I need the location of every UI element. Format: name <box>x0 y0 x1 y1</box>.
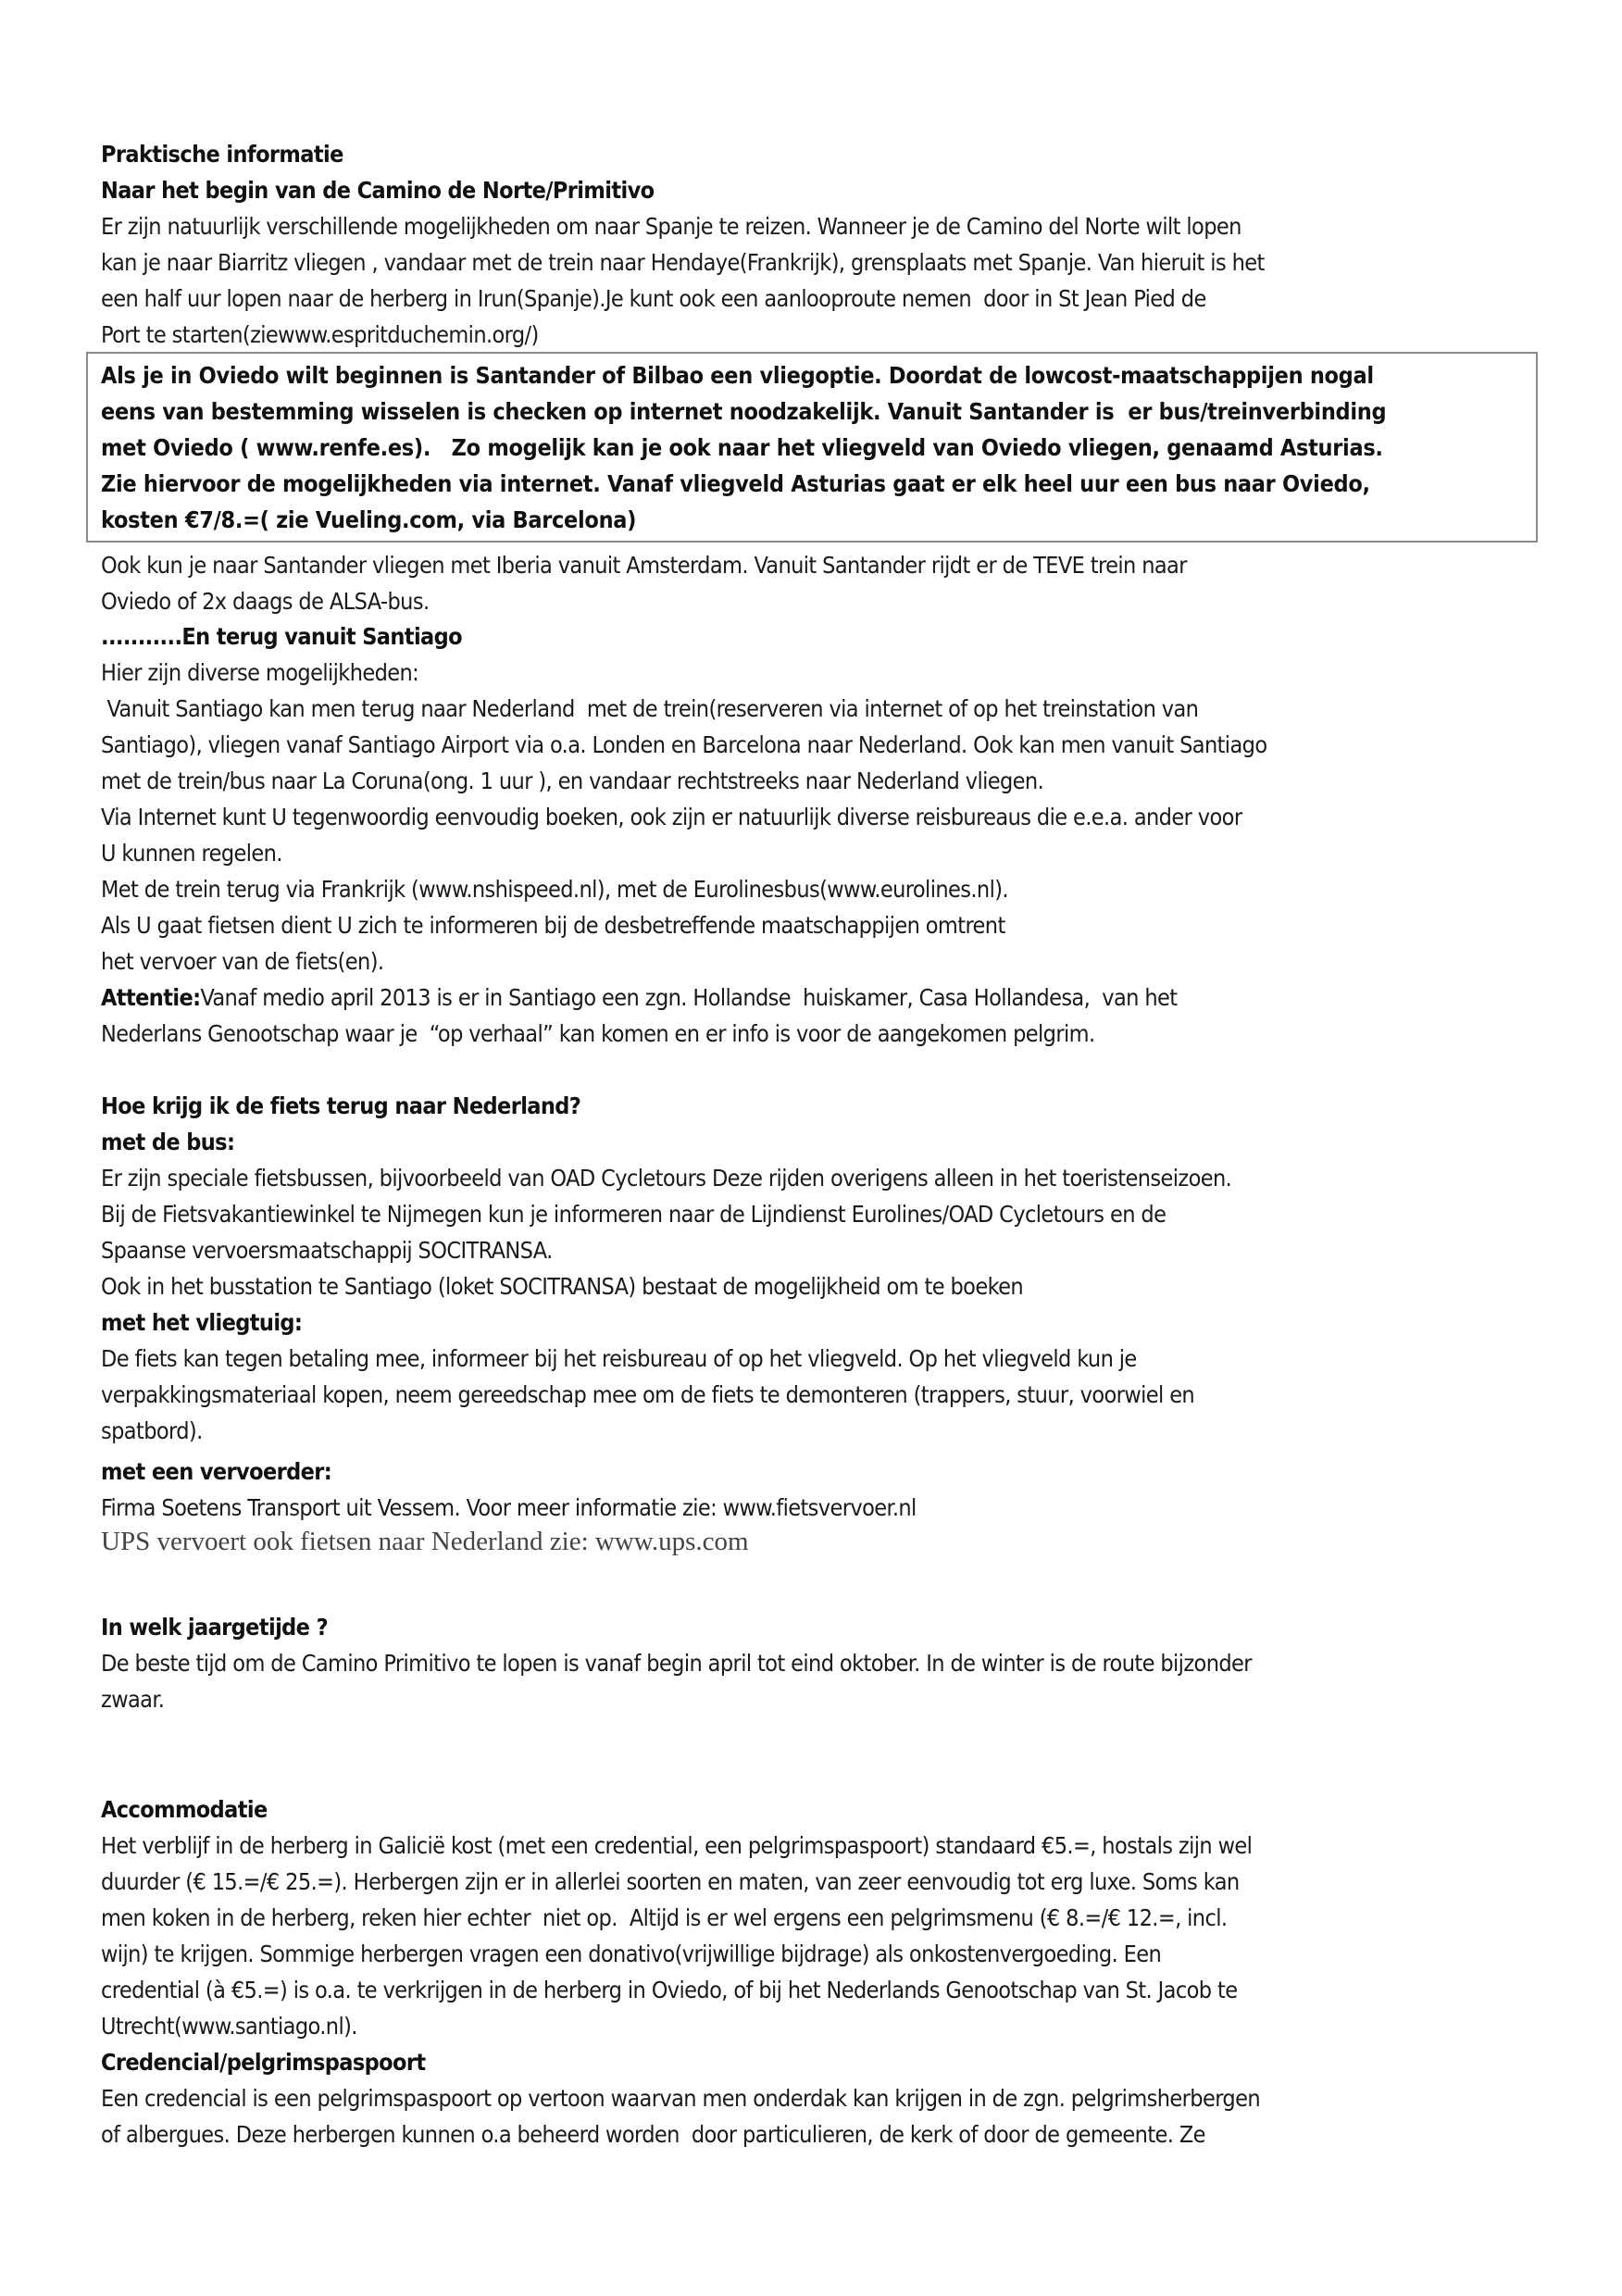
paragraph-line: Vanuit Santiago kan men terug naar Nederland met de trein(reserveren via internet of op het treinstation van <box>101 695 1199 722</box>
heading-credencial: Credencial/pelgrimspaspoort <box>101 2049 426 2076</box>
paragraph-line: Port te starten(ziewww.espritduchemin.org/) <box>101 321 539 348</box>
subheading-met-een-vervoerder: met een vervoerder: <box>101 1458 332 1485</box>
paragraph-line: zwaar. <box>101 1686 165 1713</box>
paragraph-line: Een credencial is een pelgrimspaspoort op vertoon waarvan men onderdak kan krijgen in de zgn. pelgrimsherbergen <box>101 2085 1261 2112</box>
paragraph-line: Hier zijn diverse mogelijkheden: <box>101 659 419 686</box>
paragraph-line: Ook kun je naar Santander vliegen met Iberia vanuit Amsterdam. Vanuit Santander rijdt er de TEVE trein naar <box>101 552 1187 579</box>
attention-label: Attentie: <box>101 984 201 1011</box>
paragraph-line: men koken in de herberg, reken hier echter niet op. Altijd is er wel ergens een pelgrimsmenu (€ 8.=/€ 12.=, incl. <box>101 1904 1228 1931</box>
paragraph-line: Bij de Fietsvakantiewinkel te Nijmegen kun je informeren naar de Lijndienst Eurolines/OAD Cycletours en de <box>101 1201 1167 1228</box>
paragraph-line: Santiago), vliegen vanaf Santiago Airport via o.a. Londen en Barcelona naar Nederland. Ook kan men vanuit Santiago <box>101 731 1267 758</box>
paragraph-line: Met de trein terug via Frankrijk (www.nshispeed.nl), met de Eurolinesbus(www.eurolines.nl). <box>101 876 1008 903</box>
attention-line <box>101 982 1177 1014</box>
paragraph-line: De beste tijd om de Camino Primitivo te lopen is vanaf begin april tot eind oktober. In de winter is de route bijzonder <box>101 1650 1252 1677</box>
paragraph-line: een half uur lopen naar de herberg in Irun(Spanje).Je kunt ook een aanlooproute nemen door in St Jean Pied de <box>101 285 1206 312</box>
heading-praktische-informatie: Praktische informatie <box>101 141 343 168</box>
paragraph-line: het vervoer van de fiets(en). <box>101 948 384 975</box>
paragraph-line: Nederlans Genootschap waar je “op verhaal” kan komen en er info is voor de aangekomen pelgrim. <box>101 1020 1095 1047</box>
heading-jaargetijde: In welk jaargetijde ? <box>101 1614 329 1641</box>
paragraph-line: Ook in het busstation te Santiago (loket SOCITRANSA) bestaat de mogelijkheid om te boeken <box>101 1273 1024 1300</box>
paragraph-line: Als U gaat fietsen dient U zich te informeren bij de desbetreffende maatschappijen omtrent <box>101 912 1005 939</box>
paragraph-line: Oviedo of 2x daags de ALSA-bus. <box>101 588 430 615</box>
attention-text: Vanaf medio april 2013 is er in Santiago een zgn. Hollandse huiskamer, Casa Hollandesa, van het <box>200 984 1178 1011</box>
subheading-camino-start: Naar het begin van de Camino de Norte/Primitivo <box>101 177 655 204</box>
boxed-line: eens van bestemming wisselen is checken op internet noodzakelijk. Vanuit Santander is er bus/treinverbinding <box>101 398 1387 425</box>
paragraph-line: Firma Soetens Transport uit Vessem. Voor meer informatie zie: www.fietsvervoer.nl <box>101 1494 917 1521</box>
paragraph-line: verpakkingsmateriaal kopen, neem gereedschap mee om de fiets te demonteren (trappers, stuur, voorwiel en <box>101 1381 1195 1408</box>
heading-accommodatie: Accommodatie <box>101 1796 268 1823</box>
paragraph-line: De fiets kan tegen betaling mee, informeer bij het reisbureau of op het vliegveld. Op het vliegveld kun je <box>101 1345 1137 1372</box>
boxed-line: Zie hiervoor de mogelijkheden via internet. Vanaf vliegveld Asturias gaat er elk heel uur een bus naar Oviedo, <box>101 470 1370 497</box>
boxed-line: kosten €7/8.=( zie Vueling.com, via Barcelona) <box>101 506 637 533</box>
paragraph-line: U kunnen regelen. <box>101 840 282 867</box>
paragraph-line: spatbord). <box>101 1417 203 1444</box>
subheading-met-het-vliegtuig: met het vliegtuig: <box>101 1309 303 1336</box>
paragraph-line: Via Internet kunt U tegenwoordig eenvoudig boeken, ook zijn er natuurlijk diverse reisbureaus die e.e.a. ander voor <box>101 804 1242 830</box>
paragraph-line: Utrecht(www.santiago.nl). <box>101 2013 357 2040</box>
paragraph-line: Er zijn natuurlijk verschillende mogelijkheden om naar Spanje te reizen. Wanneer je de Camino del Norte wilt lopen <box>101 213 1241 240</box>
boxed-line: Als je in Oviedo wilt beginnen is Santander of Bilbao een vliegoptie. Doordat de lowcost-maatschappijen nogal <box>101 362 1374 389</box>
paragraph-line: Het verblijf in de herberg in Galicië kost (met een credential, een pelgrimspaspoort) standaard €5.=, hostals zijn wel <box>101 1832 1253 1859</box>
paragraph-line: met de trein/bus naar La Coruna(ong. 1 uur ), en vandaar rechtstreeks naar Nederland vliegen. <box>101 767 1044 794</box>
heading-fiets-terug: Hoe krijg ik de fiets terug naar Nederland? <box>101 1092 581 1119</box>
ups-line: UPS vervoert ook fietsen naar Nederland zie: www.ups.com <box>101 1527 749 1556</box>
paragraph-line: Er zijn speciale fietsbussen, bijvoorbeeld van OAD Cycletours Deze rijden overigens alleen in het toeristenseizoen. <box>101 1165 1232 1192</box>
paragraph-line: credential (à €5.=) is o.a. te verkrijgen in de herberg in Oviedo, of bij het Nederlands Genootschap van St. Jacob te <box>101 1977 1238 2003</box>
paragraph-line: wijn) te krijgen. Sommige herbergen vragen een donativo(vrijwillige bijdrage) als onkostenvergoeding. Een <box>101 1940 1162 1967</box>
subheading-met-de-bus: met de bus: <box>101 1129 235 1155</box>
paragraph-line: duurder (€ 15.=/€ 25.=). Herbergen zijn er in allerlei soorten en maten, van zeer eenvoudig tot erg luxe. Soms kan <box>101 1868 1240 1895</box>
heading-terug-vanuit-santiago: ...........En terug vanuit Santiago <box>101 623 462 650</box>
boxed-line: met Oviedo ( www.renfe.es). Zo mogelijk kan je ook naar het vliegveld van Oviedo vliegen, genaamd Asturias. <box>101 434 1383 461</box>
paragraph-line: Spaanse vervoersmaatschappij SOCITRANSA. <box>101 1237 553 1264</box>
paragraph-line: of albergues. Deze herbergen kunnen o.a beheerd worden door particulieren, de kerk of door de gemeente. Ze <box>101 2121 1205 2148</box>
paragraph-line: kan je naar Biarritz vliegen , vandaar met de trein naar Hendaye(Frankrijk), grensplaats met Spanje. Van hieruit is het <box>101 249 1265 276</box>
